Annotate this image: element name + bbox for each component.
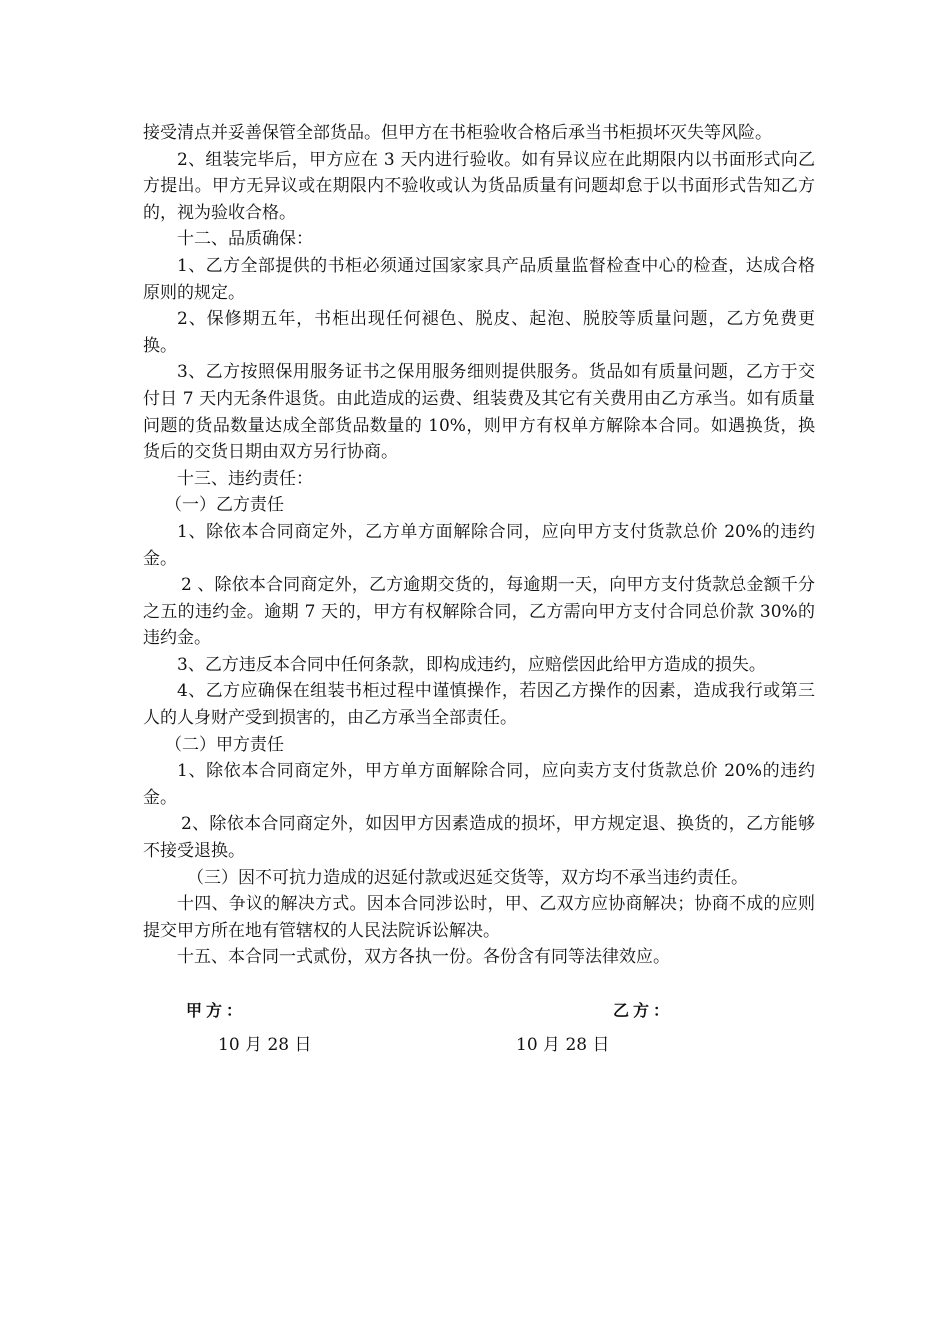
paragraph-dispute-resolution: 十四、争议的解决方式。因本合同涉讼时，甲、乙双方应协商解决；协商不成的应则提交甲方所在地有管辖权的人民法院诉讼解决。 <box>143 894 815 941</box>
subheading-party-a-liability: （二）甲方责任 <box>165 734 284 755</box>
paragraph-party-b-4: 4、乙方应确保在组装书柜过程中谨慎操作，若因乙方操作的因素，造成我行或第三人的人身财产受到损害的，由乙方承当全部责任。 <box>143 681 815 729</box>
paragraph-party-b-1: 1、除依本合同商定外，乙方单方面解除合同，应向甲方支付货款总价 20%的违约金。 <box>143 521 815 569</box>
party-b-date: 10 月 28 日 <box>516 1035 610 1055</box>
paragraph-party-b-2: 2 、除依本合同商定外，乙方逾期交货的，每逾期一天，向甲方支付货款总金额千分之五的违约金。逾期 7 天的，甲方有权解除合同，乙方需向甲方支付合同总价款 30%的违约金。 <box>143 575 815 649</box>
paragraph-party-a-2: 2、除依本合同商定外，如因甲方因素造成的损坏，甲方规定退、换货的，乙方能够不接受退换。 <box>143 814 815 862</box>
party-b-label: 乙方： <box>613 1001 674 1020</box>
contract-body <box>143 120 815 971</box>
heading-breach-liability: 十三、违约责任： <box>177 468 313 489</box>
paragraph-party-a-1: 1、除依本合同商定外，甲方单方面解除合同，应向卖方支付货款总价 20%的违约金。 <box>143 761 815 808</box>
paragraph-force-majeure: （三）因不可抗力造成的迟延付款或迟延交货等，双方均不承当违约责任。 <box>187 867 748 888</box>
paragraph-quality-1: 1、乙方全部提供的书柜必须通过国家家具产品质量监督检查中心的检查，达成合格原则的规定。 <box>143 255 815 303</box>
paragraph-copies: 十五、本合同一式贰份，双方各执一份。各份含有同等法律效应。 <box>177 947 670 968</box>
party-a-label: 甲方： <box>186 1001 247 1020</box>
paragraph-party-b-3: 3、乙方违反本合同中任何条款，即构成违约，应赔偿因此给甲方造成的损失。 <box>177 654 766 675</box>
paragraph-acceptance-risk: 接受清点并妥善保管全部货品。但甲方在书柜验收合格后承当书柜损坏灭失等风险。 <box>143 123 772 143</box>
party-a-date: 10 月 28 日 <box>218 1035 312 1055</box>
paragraph-inspection: 2、组装完毕后，甲方应在 3 天内进行验收。如有异议应在此期限内以书面形式向乙方提出。甲方无异议或在期限内不验收或认为货品质量有问题却怠于以书面形式告知乙方的，视为验收合格。 <box>143 149 815 223</box>
paragraph-quality-3: 3、乙方按照保用服务证书之保用服务细则提供服务。货品如有质量问题，乙方于交付日 7 天内无条件退货。由此造成的运费、组装费及其它有关费用由乙方承当。如有质量问题的货品数量达成全部货品数量的 10%，则甲方有权单方解除本合同。如遇换货，换货后的交货日期由双方另行协商。 <box>143 362 815 463</box>
paragraph-quality-2: 2、保修期五年，书柜出现任何褪色、脱皮、起泡、脱胶等质量问题，乙方免费更换。 <box>143 309 815 356</box>
subheading-party-b-liability: （一）乙方责任 <box>165 495 284 516</box>
heading-quality-assurance: 十二、品质确保： <box>177 229 313 250</box>
